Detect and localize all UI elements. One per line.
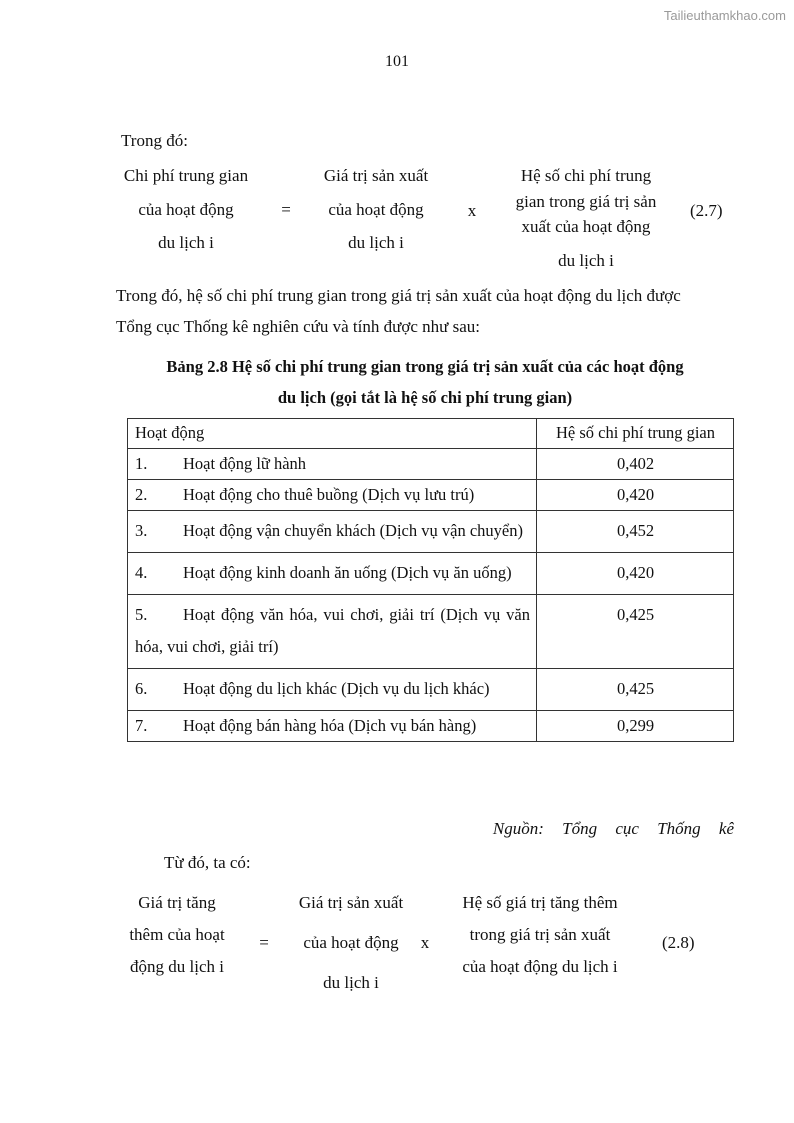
activity-text: Hoạt động du lịch khác (Dịch vụ du lịch khác) [183,679,490,698]
formula-lhs-line: Chi phí trung gian [123,166,249,185]
paragraph-line: Trong đó, hệ số chi phí trung gian trong giá trị sản xuất của hoạt động du lịch được [116,286,681,305]
activity-cell [128,595,537,669]
table-header-row [128,419,734,449]
activity-text: Hoạt động vận chuyển khách (Dịch vụ vận chuyển) [183,521,523,540]
row-number: 3. [135,521,148,540]
activity-text: Hoạt động kinh doanh ăn uống (Dịch vụ ăn uống) [183,563,512,582]
value-cell: 0,420 [537,553,734,595]
formula-term-line: của hoạt động du lịch i [462,957,618,976]
equals-sign: = [259,933,269,952]
table-caption: Bảng 2.8 Hệ số chi phí trung gian trong giá trị sản xuất của các hoạt động [166,357,684,376]
activity-cell [128,669,537,711]
table-header-cell: Hệ số chi phí trung gian [537,419,734,449]
row-number: 1. [135,454,148,473]
value-cell: 0,452 [537,511,734,553]
row-number: 7. [135,716,148,735]
table-row [128,449,734,480]
activity-cell [128,480,537,511]
activity-text: Hoạt động lữ hành [183,454,307,473]
value-cell: 0,425 [537,595,734,669]
formula-lhs-line: động du lịch i [130,957,224,976]
table-row [128,595,734,669]
formula-term-line: của hoạt động [328,200,424,219]
table-source: Nguồn: Tổng cục Thống kê [492,819,734,838]
formula-lhs-line: thêm của hoạt [129,925,225,944]
formula-lhs-line: Giá trị tăng [138,893,216,912]
value-cell: 0,299 [537,711,734,742]
value-cell: 0,420 [537,480,734,511]
formula-term-line: du lịch i [558,251,614,270]
table-header-cell: Hoạt động [128,419,537,449]
paragraph-line: Tổng cục Thống kê nghiên cứu và tính được như sau: [116,317,480,336]
equation-number: (2.8) [662,933,695,952]
activity-cell [128,711,537,742]
equation-number: (2.7) [690,201,723,220]
formula-term-line: Hệ số giá trị tăng thêm [462,893,618,912]
formula-term-line: trong giá trị sản xuất [469,925,611,944]
formula-term-line: xuất của hoạt động [521,217,651,236]
formula-lhs-line: của hoạt động [138,200,234,219]
intro-label: Trong đó: [121,131,188,150]
value-cell: 0,425 [537,669,734,711]
table-row [128,669,734,711]
conclusion-label: Từ đó, ta có: [164,853,251,872]
formula-term-line: gian trong giá trị sản [515,192,657,211]
row-number: 2. [135,485,148,504]
equals-sign: = [281,200,291,219]
table-row [128,711,734,742]
page-number: 101 [385,53,409,70]
activity-cell [128,553,537,595]
table-row [128,480,734,511]
row-number: 4. [135,563,148,582]
times-sign: x [420,933,430,952]
formula-term-line: Hệ số chi phí trung [520,166,652,185]
times-sign: x [467,201,477,220]
table-row [128,553,734,595]
coefficient-table [127,418,734,742]
activity-cell [128,511,537,553]
watermark: Tailieuthamkhao.com [663,8,786,23]
table-row [128,511,734,553]
formula-term-line: du lịch i [323,973,379,992]
formula-lhs-line: du lịch i [158,233,214,252]
row-number: 5. [135,605,148,624]
value-cell: 0,402 [537,449,734,480]
table-caption: du lịch (gọi tắt là hệ số chi phí trung gian) [277,388,573,407]
activity-cell [128,449,537,480]
row-number: 6. [135,679,148,698]
formula-term-line: Giá trị sản xuất [323,166,429,185]
activity-text: Hoạt động văn hóa, vui chơi, giải trí (Dịch vụ văn hóa, vui chơi, giải trí) [135,605,530,656]
formula-term-line: du lịch i [348,233,404,252]
formula-term-line: của hoạt động [303,933,399,952]
activity-text: Hoạt động cho thuê buồng (Dịch vụ lưu trú) [183,485,475,504]
activity-text: Hoạt động bán hàng hóa (Dịch vụ bán hàng) [183,716,477,735]
formula-term-line: Giá trị sản xuất [298,893,404,912]
